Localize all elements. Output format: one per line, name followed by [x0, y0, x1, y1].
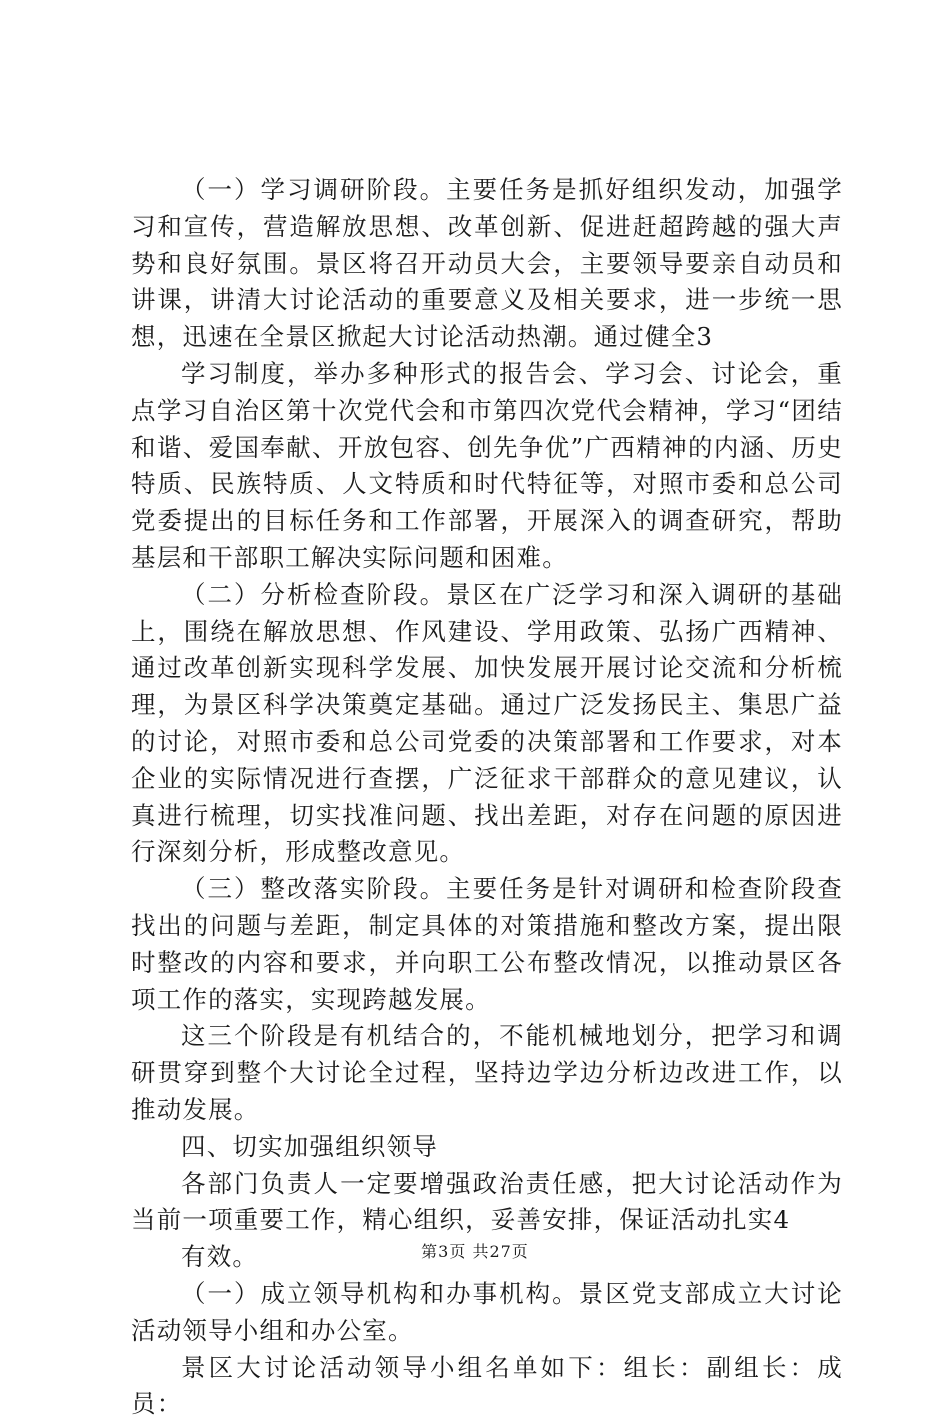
paragraph-group-list: 景区大讨论活动领导小组名单如下：组长：副组长：成员：: [131, 1350, 843, 1423]
paragraph-effective: 有效。: [131, 1239, 843, 1276]
paragraph-study-research-stage: （一）学习调研阶段。主要任务是抓好组织发动，加强学习和宣传，营造解放思想、改革创新、促进赶超跨越的强大声势和良好氛围。景区将召开动员大会，主要领导要亲自动员和讲课，讲清大讨论活动的重要意义及相关要求，进一步统一思想，迅速在全景区掀起大讨论活动热潮。通过健全3: [131, 172, 843, 356]
paragraph-leading-bodies: （一）成立领导机构和办事机构。景区党支部成立大讨论活动领导小组和办公室。: [131, 1276, 843, 1350]
paragraph-department-heads: 各部门负责人一定要增强政治责任感，把大讨论活动作为当前一项重要工作，精心组织，妥善安排，保证活动扎实4: [131, 1166, 843, 1240]
page-footer: 第3页 共27页: [0, 1242, 950, 1262]
document-body: [131, 172, 843, 1423]
paragraph-rectification-stage: （三）整改落实阶段。主要任务是针对调研和检查阶段查找出的问题与差距，制定具体的对策措施和整改方案，提出限时整改的内容和要求，并向职工公布整改情况，以推动景区各项工作的落实，实现跨越发展。: [131, 871, 843, 1018]
section-heading-leadership: 四、切实加强组织领导: [131, 1129, 843, 1166]
paragraph-study-system: 学习制度，举办多种形式的报告会、学习会、讨论会，重点学习自治区第十次党代会和市第四次党代会精神，学习“团结和谐、爱国奉献、开放包容、创先争优”广西精神的内涵、历史特质、民族特质、人文特质和时代特征等，对照市委和总公司党委提出的目标任务和工作部署，开展深入的调查研究，帮助基层和干部职工解决实际问题和困难。: [131, 356, 843, 577]
paragraph-analysis-stage: （二）分析检查阶段。景区在广泛学习和深入调研的基础上，围绕在解放思想、作风建设、学用政策、弘扬广西精神、通过改革创新实现科学发展、加快发展开展讨论交流和分析梳理，为景区科学决策奠定基础。通过广泛发扬民主、集思广益的讨论，对照市委和总公司党委的决策部署和工作要求，对本企业的实际情况进行查摆，广泛征求干部群众的意见建议，认真进行梳理，切实找准问题、找出差距，对存在问题的原因进行深刻分析，形成整改意见。: [131, 577, 843, 871]
paragraph-three-stages: 这三个阶段是有机结合的，不能机械地划分，把学习和调研贯穿到整个大讨论全过程，坚持边学边分析边改进工作，以推动发展。: [131, 1018, 843, 1128]
